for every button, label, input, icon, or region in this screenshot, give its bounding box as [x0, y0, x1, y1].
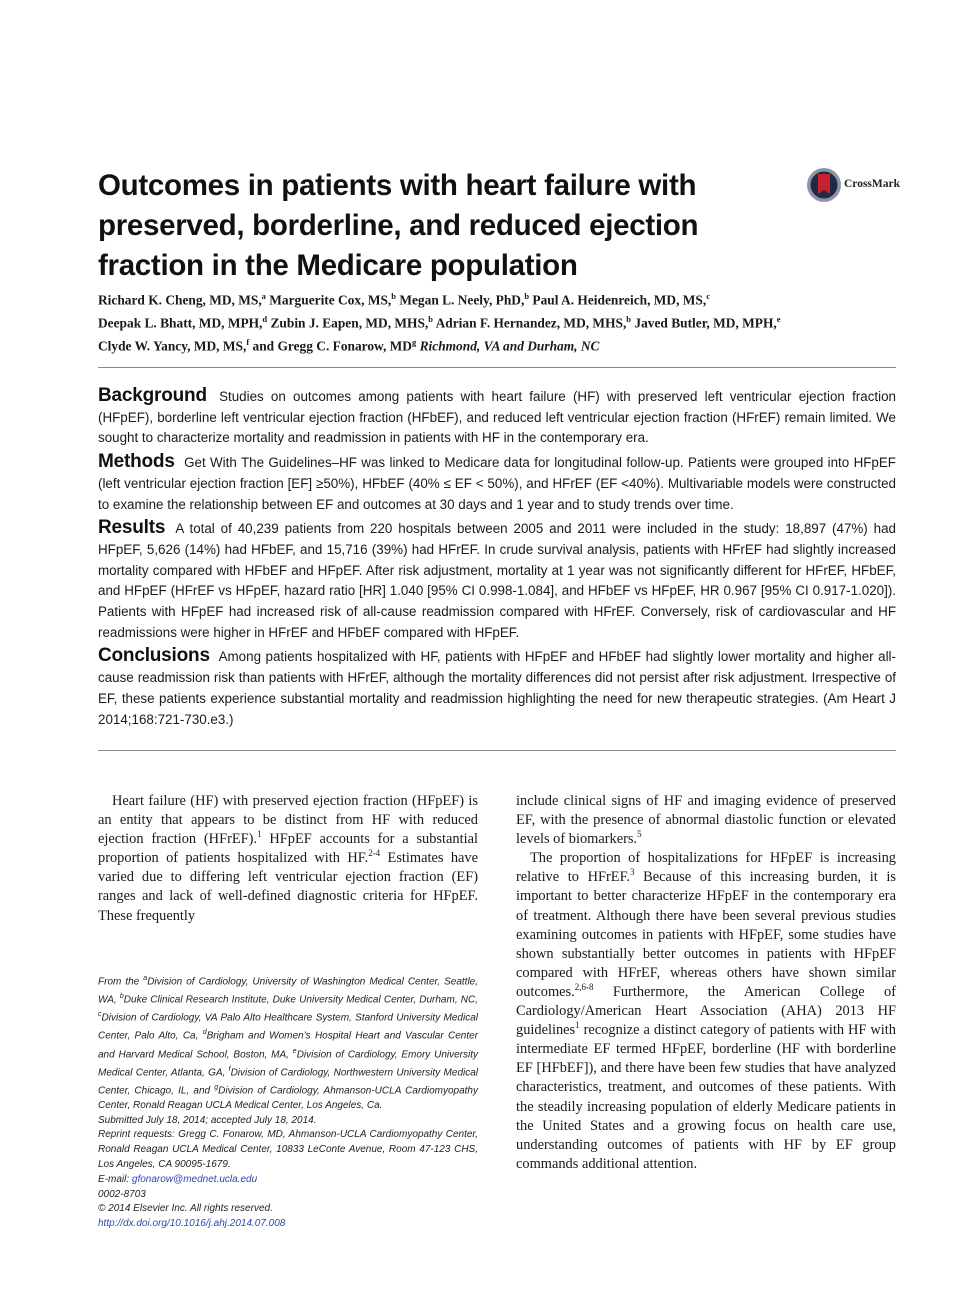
author-name: Marguerite Cox, MS, — [269, 292, 392, 308]
crossmark-icon — [806, 167, 842, 203]
article-title — [98, 166, 778, 286]
affiliation-mark: a — [143, 975, 148, 982]
author-line — [98, 310, 898, 333]
body-text: recognize a distinct category of patients with HF with intermediate EF termed HFpEF, borderline (HF with borderline EF [HFbEF]), and there have been few studies that have analyzed characteristics, treatment, and outcomes of these patients. With the steadily increasing population of elderly Medicare patients in the United States and a growing focus on health care use, understanding outcomes of patients with HF by EF group commands additional attention. — [516, 1022, 896, 1172]
body-right-column — [516, 792, 896, 1174]
doi-link[interactable]: http://dx.doi.org/10.1016/j.ahj.2014.07.008 — [98, 1218, 286, 1230]
footnotes — [98, 972, 478, 1232]
abstract-results — [98, 518, 896, 643]
affiliation-mark: f — [246, 336, 250, 347]
affiliation-mark: g — [411, 336, 417, 347]
reference-link[interactable]: 3 — [630, 867, 635, 878]
abstract-text: Among patients hospitalized with HF, patients with HFpEF and HFbEF had slightly lower mortality and higher all-cause readmission risk than patients with HFrEF, although the mortality differences did not persist after risk adjustment. Irrespective of EF, these patients experience substantial mortality and readmission highlighting the need for new therapeutic strategies. (Am Heart J 2014;168:721-730.e3.) — [98, 649, 896, 727]
author-name: Megan L. Neely, PhD, — [399, 292, 525, 308]
affiliation-mark: b — [428, 313, 433, 324]
body-paragraph — [516, 792, 896, 849]
body-text: Because of this increasing burden, it is important to better characterize HFpEF in the contemporary era of treatment. Although there have been several previous studies examining outcomes in patients with HFpEF, some studies have shown substantially better outcomes in patients with HFpEF compared with HFrEF, whereas others have shown similar outcomes. — [516, 869, 896, 1000]
affiliation-text: Brigham and Women’s Hospital Heart and Vascular Center and Harvard Medical School, Boston, MA, — [98, 1030, 478, 1060]
abstract-heading: Methods — [98, 451, 175, 473]
abstract-methods — [98, 452, 896, 515]
abstract-heading: Background — [98, 385, 207, 406]
title-line: Outcomes in patients with heart failure with — [98, 169, 697, 202]
affiliation-mark: b — [119, 993, 124, 1001]
affiliation-mark: d — [202, 1029, 207, 1037]
affiliation-text: Division of Cardiology, Emory University Medical Center, Atlanta, GA, — [98, 1048, 479, 1078]
abstract-top-rule — [98, 367, 896, 368]
author-line — [98, 287, 898, 310]
affiliation-text: Division of Cardiology, University of Washington Medical Center, Seattle, WA, — [98, 976, 479, 1006]
affiliation-mark: e — [776, 313, 781, 324]
author-list — [98, 287, 898, 356]
author-name: Zubin J. Eapen, MD, MHS, — [270, 315, 429, 331]
email-line — [98, 1173, 478, 1188]
affiliation-text: Division of Cardiology, Northwestern University Medical Center, Chicago, IL, and — [98, 1066, 479, 1097]
body-text: Heart failure (HF) with preserved ejection fraction (HFpEF) is an entity that appears to be distinct from HF with reduced ejection fraction (HFrEF). — [98, 793, 478, 848]
abstract — [98, 386, 896, 730]
affiliation-mark: b — [626, 313, 632, 324]
author-name: Richard K. Cheng, MD, MS, — [98, 292, 262, 308]
author-name: Paul A. Heidenreich, MD, MS, — [532, 292, 707, 308]
affiliation-text: From the — [98, 976, 144, 988]
email-label: E-mail: — [98, 1173, 132, 1185]
reference-link[interactable]: 2,6-8 — [574, 982, 594, 993]
crossmark-label: CrossMark — [844, 178, 901, 190]
affiliation-mark: b — [391, 291, 396, 301]
body-paragraph-intro — [98, 792, 478, 926]
affiliation-mark: f — [228, 1065, 231, 1073]
abstract-text: Studies on outcomes among patients with heart failure (HF) with preserved left ventricular ejection fraction (HFpEF), borderline left ventricular ejection fraction (HFbEF), and reduced left ventricular ejection fraction (HFrEF) remain limited. We sought to characterize mortality and readmission in patients with HF in the contemporary era. — [98, 389, 896, 446]
author-name: Deepak L. Bhatt, MD, MPH, — [98, 315, 263, 331]
affiliation-mark: c — [706, 291, 711, 301]
affiliation-mark: c — [98, 1011, 102, 1019]
abstract-conclusions — [98, 646, 896, 730]
body-text: HFpEF accounts for a substantial proportion of patients hospitalized with HF. — [98, 831, 478, 867]
affiliation-mark: g — [214, 1083, 219, 1091]
body-text: include clinical signs of HF and imaging evidence of preserved EF, with the presence of abnormal diastolic function or elevated levels of biomarkers. — [516, 793, 896, 848]
abstract-heading: Conclusions — [98, 645, 210, 667]
title-line: preserved, borderline, and reduced ejection — [98, 209, 699, 242]
author-conjunction: and — [252, 338, 275, 354]
author-name: Clyde W. Yancy, MD, MS, — [98, 338, 247, 354]
affiliation-mark: d — [262, 313, 268, 324]
affiliation-mark: a — [261, 291, 266, 301]
body-text: Furthermore, the American College of Cardiology/American Heart Association (AHA) 2013 HF guidelines — [516, 983, 896, 1039]
affiliation-mark: b — [524, 291, 530, 301]
reprint-requests: Reprint requests: Gregg C. Fonarow, MD, Ahmanson-UCLA Cardiomyopathy Center, Ronald Reagan UCLA Medical Center, 10833 LeConte Avenue, Room 47-123 CHS, Los Angeles, CA 90095-1679. — [98, 1129, 478, 1171]
reference-link[interactable]: 1 — [257, 829, 262, 840]
reference-link[interactable]: 2-4 — [368, 848, 381, 859]
author-line — [98, 333, 898, 356]
abstract-background — [98, 386, 896, 449]
reference-link[interactable]: 5 — [637, 829, 642, 840]
abstract-bottom-rule — [98, 750, 896, 751]
doi-line — [98, 1217, 478, 1232]
affiliation-mark: e — [292, 1047, 297, 1055]
author-name: Javed Butler, MD, MPH, — [634, 315, 777, 331]
abstract-heading: Results — [98, 517, 166, 539]
affiliation-text: Duke Clinical Research Institute, Duke University Medical Center, Durham, NC, — [123, 994, 478, 1006]
abstract-text: Get With The Guidelines–HF was linked to Medicare data for longitudinal follow-up. Patients were grouped into HFpEF (left ventricular ejection fraction [EF] ≥50%), HFbEF (40% ≤ EF < 50%), and HFrEF (EF <40%). Multivariable models were constructed to examine the relationship between EF and outcomes at 30 days and 1 year and to study trends over time. — [98, 455, 896, 512]
body-text: Estimates have varied due to differing left ventricular ejection fraction (EF) ranges and lack of well-defined diagnostic criteria for HFpEF. These frequently — [98, 850, 478, 924]
affiliation-text: Division of Cardiology, VA Palo Alto Healthcare System, Stanford University Medical Center, Palo Alto, Ca, — [98, 1012, 478, 1042]
issn: 0002-8703 — [98, 1188, 146, 1200]
copyright: © 2014 Elsevier Inc. All rights reserved. — [98, 1203, 273, 1215]
email-link[interactable]: gfonarow@mednet.ucla.edu — [131, 1173, 258, 1185]
author-name: Gregg C. Fonarow, MD — [277, 338, 412, 354]
reference-link[interactable]: 1 — [575, 1020, 580, 1031]
title-line: fraction in the Medicare population — [98, 249, 578, 282]
crossmark-badge[interactable] — [806, 167, 906, 203]
affiliations — [98, 972, 478, 1114]
body-paragraph — [516, 849, 896, 1174]
abstract-text: A total of 40,239 patients from 220 hospitals between 2005 and 2011 were included in the study: 18,897 (47%) had HFpEF, 5,626 (14%) had HFbEF, and 15,716 (39%) had HFrEF. In crude survival analysis, patients with HFrEF had slightly increased mortality compared with HFbEF and HFpEF. After risk adjustment, mortality at 1 year was not significantly different for HFrEF, HFbEF, and HFpEF (HFrEF vs HFpEF, hazard ratio [HR] 1.040 [95% CI 0.998-1.084], and HFbEF vs HFpEF, HR 0.967 [95% CI 0.917-1.020]). Patients with HFpEF had increased risk of all-cause readmission compared with HFrEF. Conversely, risk of cardiovascular and HF readmissions were higher in HFrEF and HFbEF compared with HFpEF. — [98, 521, 896, 640]
author-location: Richmond, VA and Durham, NC — [419, 338, 600, 354]
affiliation-text: Division of Cardiology, Ahmanson-UCLA Cardiomyopathy Center, Ronald Reagan UCLA Medical Center, Los Angeles, Ca. — [98, 1085, 478, 1111]
author-name: Adrian F. Hernandez, MD, MHS, — [435, 315, 627, 331]
body-text: The proportion of hospitalizations for HFpEF is increasing relative to HFrEF. — [516, 850, 896, 886]
submission-dates: Submitted July 18, 2014; accepted July 18, 2014. — [98, 1114, 317, 1126]
